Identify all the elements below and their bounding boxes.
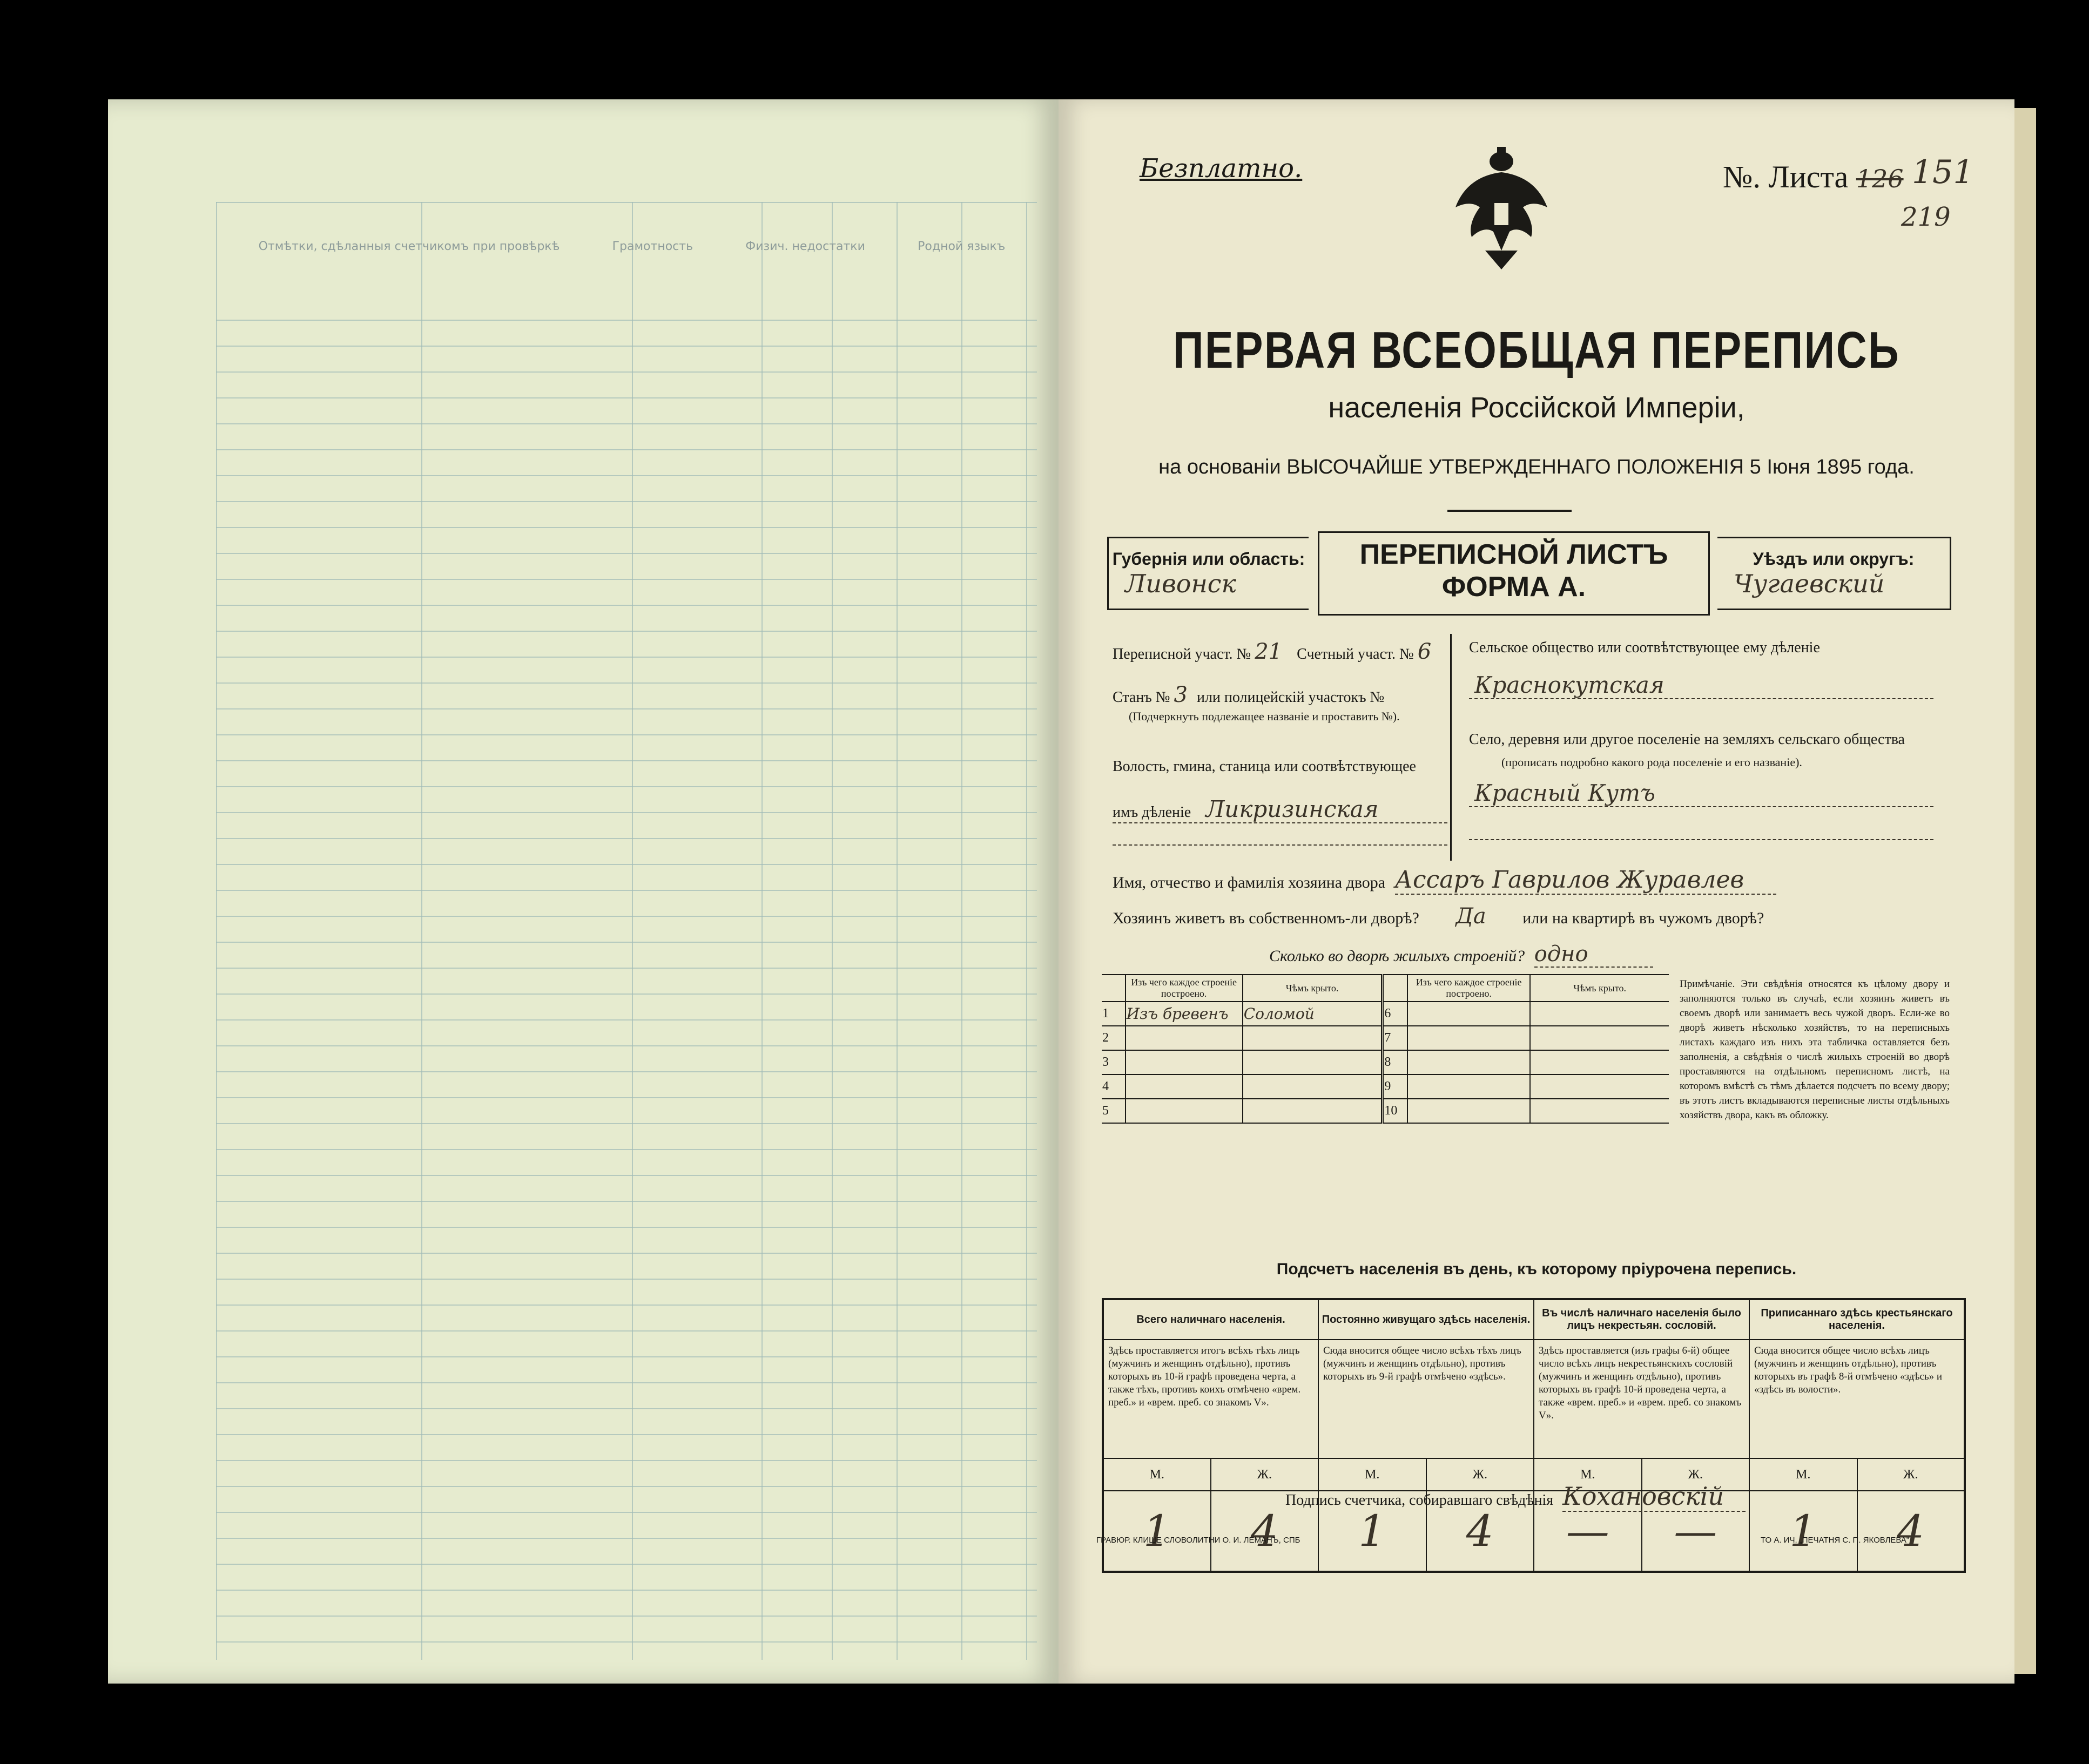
owner-lives-label: Хозяинъ живетъ въ собственномъ-ли дворѣ? xyxy=(1113,909,1419,927)
village-value: Красный Кутъ xyxy=(1474,780,1655,806)
grid-line xyxy=(216,1045,1037,1046)
province-label: Губернія или область: xyxy=(1112,549,1305,569)
grid-line xyxy=(897,202,898,1660)
grid-line xyxy=(216,1227,1037,1228)
grid-line xyxy=(216,579,1037,580)
grid-line xyxy=(216,631,1037,632)
count-district-label: Счетный участ. № xyxy=(1297,646,1414,663)
grid-line xyxy=(216,916,1037,917)
count-district-value: 6 xyxy=(1417,639,1432,664)
table-row: 2 7 xyxy=(1102,1026,1669,1050)
volost-label: Волость, гмина, станица или соотвѣтствующее xyxy=(1113,758,1416,775)
grid-line xyxy=(216,605,1037,606)
grid-line xyxy=(216,527,1037,528)
grid-line xyxy=(216,397,1037,398)
form-title-line1: ПЕРЕПИСНОЙ ЛИСТЪ xyxy=(1359,539,1668,570)
grid-line xyxy=(216,734,1037,735)
sheet-number-crossed: 126 xyxy=(1856,164,1904,193)
signature-value: Кохановскій xyxy=(1562,1482,1746,1512)
district-label: Уѣздъ или округъ: xyxy=(1753,549,1915,569)
grid-line xyxy=(216,786,1037,787)
fields-separator xyxy=(1450,634,1452,861)
grid-line xyxy=(1026,202,1027,1660)
count-title: Подсчетъ населенія въ день, къ которому пріурочена перепись. xyxy=(1276,1260,1797,1278)
grid-line xyxy=(216,1330,1037,1332)
grid-line xyxy=(216,1512,1037,1513)
page-edge xyxy=(2014,108,2036,1674)
left-page-faint-headers: Отмѣтки, сдѣланныя счетчикомъ при провѣркѣ Грамотность Физич. недостатки Родной языкъ xyxy=(258,240,1006,253)
grid-line xyxy=(216,1590,1037,1591)
grid-line xyxy=(216,320,1037,321)
census-title: ПЕРВАЯ ВСЕОБЩАЯ ПЕРЕПИСЬ xyxy=(1172,321,1901,379)
census-subtitle: населенія Россійской Имперіи, xyxy=(1328,391,1745,424)
grid-line xyxy=(216,1538,1037,1539)
grid-line xyxy=(216,657,1037,658)
grid-line xyxy=(216,864,1037,865)
grid-line xyxy=(216,449,1037,450)
count-permanent-male: 1 xyxy=(1318,1491,1426,1572)
grid-line xyxy=(216,1253,1037,1254)
left-page-grid xyxy=(216,202,1037,1660)
grid-line xyxy=(216,993,1037,995)
stan-value: 3 xyxy=(1174,682,1188,707)
owner-name-label: Имя, отчество и фамилія хозяина двора xyxy=(1113,874,1386,891)
grid-line xyxy=(832,202,833,1660)
grid-line xyxy=(216,1616,1037,1617)
buildings-col-material: Изъ чего каждое строеніе построено. xyxy=(1126,975,1243,1002)
grid-line xyxy=(216,371,1037,373)
grid-line xyxy=(216,1460,1037,1461)
grid-line xyxy=(216,1434,1037,1435)
count-col-3-head: Въ числѣ наличнаго населенія было лицъ некрестьян. сословій. xyxy=(1534,1299,1749,1340)
census-basis: на основаніи ВЫСОЧАЙШЕ УТВЕРЖДЕННАГО ПОЛОЖЕНІЯ 5 Іюня 1895 года. xyxy=(1158,456,1915,478)
grid-line xyxy=(216,838,1037,839)
province-value: Ливонск xyxy=(1125,569,1237,598)
left-page xyxy=(108,99,1060,1684)
count-col-4-desc: Сюда вносится общее число всѣхъ лицъ (мужчинъ и женщинъ отдѣльно), противъ которыхъ въ графѣ 8-й отмѣчено «здѣсь» и «здѣсь въ волости». xyxy=(1749,1340,1965,1458)
sheet-number-extra: 151 xyxy=(1912,153,1974,191)
grid-line xyxy=(216,475,1037,476)
right-page xyxy=(1059,99,2014,1684)
building-1-material: Изъ бревенъ xyxy=(1126,1002,1243,1026)
sheet-number xyxy=(1723,159,1904,195)
footer-right: ТО А. ИЧ. „ПЕЧАТНЯ С. П. ЯКОВЛЕВА" xyxy=(1761,1536,1910,1545)
census-district-label: Переписной участ. № xyxy=(1113,646,1251,663)
grid-line xyxy=(216,1279,1037,1280)
count-col-2-head: Постоянно живущаго здѣсь населенія. xyxy=(1318,1299,1534,1340)
buildings-table xyxy=(1102,974,1669,1136)
volost-label2: имъ дѣленіе xyxy=(1113,804,1191,821)
count-col-4-head: Приписаннаго здѣсь крестьянскаго населенія. xyxy=(1749,1299,1965,1340)
grid-line xyxy=(216,1408,1037,1409)
table-row: 4 9 xyxy=(1102,1074,1669,1099)
form-title-box xyxy=(1318,531,1710,616)
grid-line xyxy=(216,1486,1037,1487)
owner-lives-value: Да xyxy=(1455,904,1486,929)
buildings-col-roof: Чѣмъ крыто. xyxy=(1243,975,1383,1002)
count-total-male: 1 xyxy=(1103,1491,1211,1572)
grid-line xyxy=(216,708,1037,709)
ornament-divider xyxy=(1447,510,1572,512)
count-col-2-desc: Сюда вносится общее число всѣхъ тѣхъ лицъ (мужчинъ и женщинъ отдѣльно), противъ которыхъ въ 9-й графѣ отмѣчено «здѣсь». xyxy=(1318,1340,1534,1458)
table-row: 5 10 xyxy=(1102,1099,1669,1123)
signature-row xyxy=(1285,1482,1746,1511)
footer-left: ГРАВЮР. КЛИШЕ СЛОВОЛИТНИ О. И. ЛЕМАНЪ, СПБ xyxy=(1096,1536,1300,1545)
census-district-value: 21 xyxy=(1255,639,1283,664)
grid-line xyxy=(216,1123,1037,1124)
village-label: Село, деревня или другое поселеніе на земляхъ сельскаго общества xyxy=(1469,731,1905,748)
sheet-number-label: №. Листа xyxy=(1723,159,1849,194)
grid-line xyxy=(216,682,1037,684)
grid-line xyxy=(216,968,1037,969)
stan-note: (Подчеркнуть подлежащее названіе и проставить №). xyxy=(1129,709,1400,723)
grid-line xyxy=(216,1305,1037,1306)
count-col-1-desc: Здѣсь проставляется итогъ всѣхъ тѣхъ лицъ (мужчинъ и женщинъ отдѣльно), противъ которыхъ въ 10-й графѣ проведена черта, а также тѣхъ, противъ коихъ отмѣчено «врем. преб.» и «врем. преб. со знакомъ V». xyxy=(1103,1340,1318,1458)
society-label: Сельское общество или соотвѣтствующее ему дѣленіе xyxy=(1469,639,1820,656)
grid-line xyxy=(216,812,1037,813)
grid-line xyxy=(216,1641,1037,1643)
table-row: 3 8 xyxy=(1102,1050,1669,1074)
grid-line xyxy=(216,346,1037,347)
grid-line xyxy=(216,202,217,1660)
grid-line xyxy=(421,202,422,1660)
grid-line xyxy=(216,1097,1037,1098)
grid-line xyxy=(216,423,1037,424)
form-title-line2: ФОРМА А. xyxy=(1441,571,1586,603)
grid-line xyxy=(216,942,1037,943)
count-col-3-desc: Здѣсь проставляется (изъ графы 6-й) общее число всѣхъ лицъ некрестьянскихъ сословій (мужчинъ и женщинъ отдѣльно), противъ которыхъ въ графѣ 10-й проведена черта, а также «врем. преб.» и «врем. преб. со знакомъ V». xyxy=(1534,1340,1749,1458)
volost-value: Ликризинская xyxy=(1205,796,1379,822)
buildings-col-roof-2: Чѣмъ крыто. xyxy=(1530,975,1669,1002)
grid-line xyxy=(216,890,1037,891)
grid-line xyxy=(216,760,1037,761)
village-note: (прописать подробно какого рода поселеніе и его названіе). xyxy=(1501,755,1802,769)
count-peasant-male: 1 xyxy=(1749,1491,1857,1572)
grid-line xyxy=(216,1019,1037,1020)
district-value: Чугаевский xyxy=(1734,569,1885,598)
grid-line xyxy=(216,1149,1037,1150)
building-1-roof: Соломой xyxy=(1243,1002,1383,1026)
grid-line xyxy=(216,1175,1037,1176)
stan-label: Станъ № xyxy=(1113,689,1170,706)
count-nonpeasant-female: — xyxy=(1642,1491,1750,1572)
grid-line xyxy=(216,1564,1037,1565)
count-total-female: 4 xyxy=(1211,1491,1319,1572)
grid-line xyxy=(961,202,962,1660)
free-label: Безплатно. xyxy=(1140,153,1303,184)
owner-name-value: Ассаръ Гаврилов Журавлев xyxy=(1395,866,1777,895)
district-box xyxy=(1717,537,1951,610)
grid-line xyxy=(216,1201,1037,1202)
grid-line xyxy=(216,1071,1037,1072)
count-col-1-head: Всего наличнаго населенія. xyxy=(1103,1299,1318,1340)
eagle-emblem xyxy=(1447,143,1555,272)
grid-line xyxy=(762,202,763,1660)
grid-line xyxy=(216,202,1037,203)
buildings-col-material-2: Изъ чего каждое строеніе построено. xyxy=(1407,975,1530,1002)
buildings-label: Сколько во дворѣ жилыхъ строеній? xyxy=(1269,947,1525,965)
buildings-note: Примѣчаніе. Эти свѣдѣнія относятся къ цѣлому двору и заполняются только въ случаѣ, если хозяинъ живетъ въ своемъ дворѣ или занимаетъ весь чужой дворъ. Если-же во дворѣ живетъ нѣсколько хозяйствъ, то на переписныхъ листахъ каждаго изъ нихъ эта табличка оставляется безъ заполненія, а свѣдѣнія о числѣ жилыхъ строеній во дворѣ проставляются на отдѣльномъ переписномъ листѣ, на которомъ вмѣстѣ съ тѣмъ дѣлается подсчетъ по всему двору; въ этотъ листъ вкладываются переписные листы отдѣльныхъ хозяйствъ двора, какъ въ обложку. xyxy=(1680,978,1950,1121)
table-row: 1 Изъ бревенъ Соломой 6 xyxy=(1102,1002,1669,1026)
sheet-number-value: 219 xyxy=(1901,202,1951,232)
owner-lives-rest: или на квартирѣ въ чужомъ дворѣ? xyxy=(1522,909,1764,927)
grid-line xyxy=(216,1382,1037,1383)
count-nonpeasant-male: — xyxy=(1534,1491,1642,1572)
province-box xyxy=(1107,537,1309,610)
stan-rest: или полицейскій участокъ № xyxy=(1196,689,1385,706)
society-value: Краснокутская xyxy=(1474,672,1665,698)
count-peasant-female: 4 xyxy=(1857,1491,1965,1572)
signature-label: Подпись счетчика, собиравшаго свѣдѣнія xyxy=(1285,1492,1554,1509)
grid-line xyxy=(216,501,1037,502)
count-permanent-female: 4 xyxy=(1426,1491,1534,1572)
grid-line xyxy=(216,553,1037,554)
population-count-table: Всего наличнаго населенія. Постоянно живущаго здѣсь населенія. Въ числѣ наличнаго населенія было лицъ некрестьян. сословій. Приписаннаго здѣсь крестьянскаго населенія. Здѣсь проставляется итогъ всѣхъ тѣхъ лицъ (мужчинъ и женщинъ отдѣльно), противъ которыхъ въ 10-й графѣ проведена черта, а также тѣхъ, противъ коихъ отмѣчено «врем. преб.» и «врем. преб. со знакомъ V». Сюда вносится общее число всѣхъ тѣхъ лицъ (мужчинъ и женщинъ отдѣльно), противъ которыхъ въ 9-й графѣ отмѣчено «здѣсь». Здѣсь проставляется (изъ графы 6-й) общее число всѣхъ лицъ некрестьянскихъ сословій (мужчинъ и женщинъ отдѣльно), противъ которыхъ въ графѣ 10-й проведена черта, а также «врем. преб.» и «врем. преб. со знакомъ V». Сюда вносится общее число всѣхъ лицъ (мужчинъ и женщинъ отдѣльно), противъ которыхъ въ графѣ 8-й отмѣчено «здѣсь» и «здѣсь въ волости». М. Ж. М. Ж. М. Ж. М. Ж. 1 4 1 4 — — 1 4 xyxy=(1102,1298,1966,1573)
grid-line xyxy=(216,1356,1037,1357)
buildings-value: одно xyxy=(1534,942,1653,968)
grid-line xyxy=(632,202,633,1660)
